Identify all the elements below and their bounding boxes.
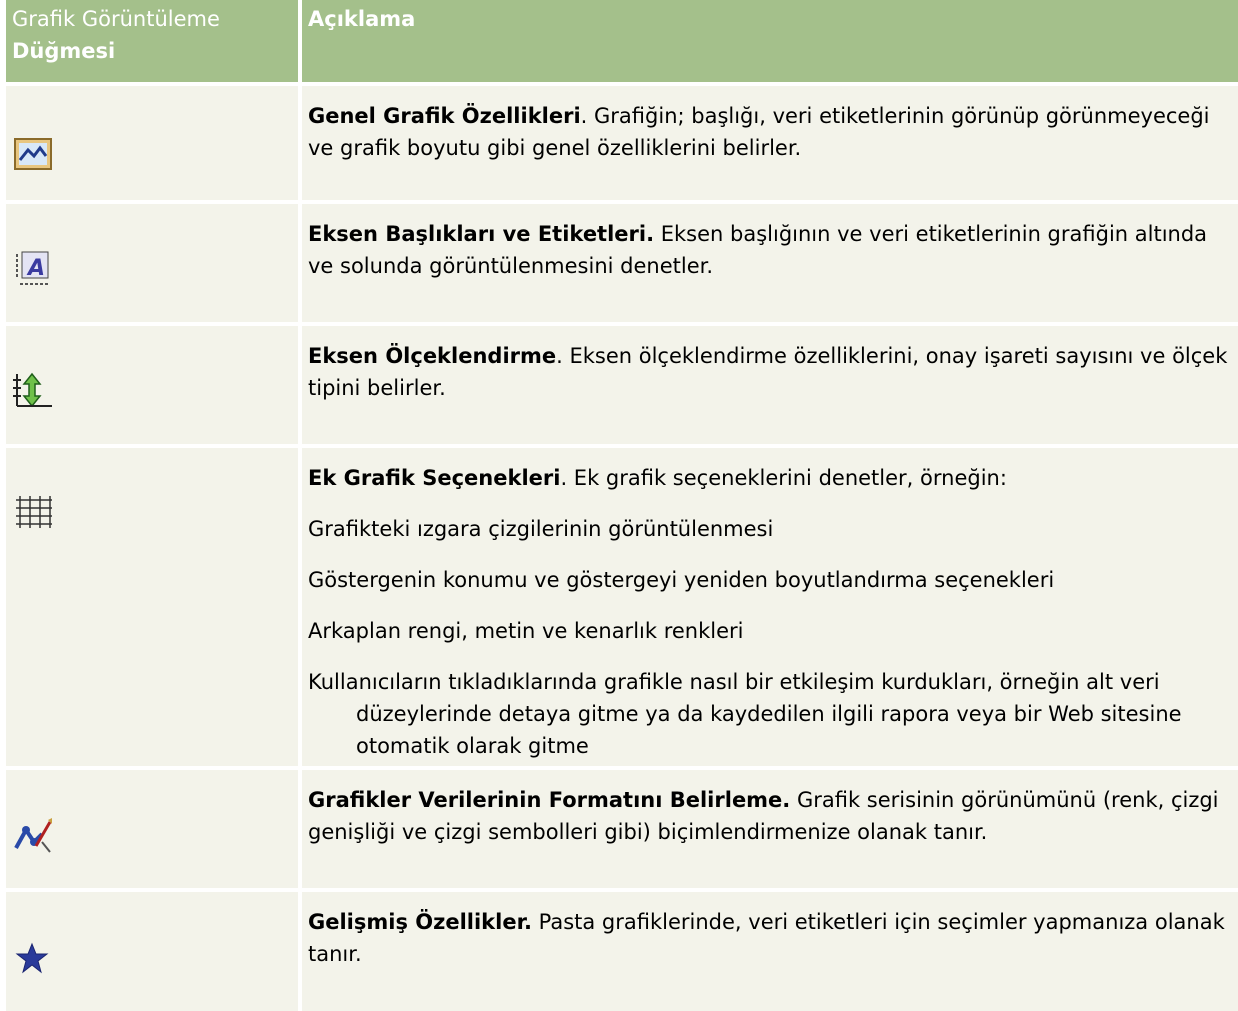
axis-scaling-icon[interactable] — [12, 370, 54, 410]
table-row — [6, 892, 1238, 1011]
row-title: Grafikler Verilerinin Formatını Belirleme. — [308, 788, 791, 812]
row-title: Genel Grafik Özellikleri — [308, 104, 581, 128]
row-title: Eksen Başlıkları ve Etiketleri. — [308, 222, 655, 246]
axis-titles-labels-icon[interactable] — [12, 248, 54, 288]
table-row — [6, 448, 1238, 770]
list-item: Kullanıcıların tıkladıklarında grafikle nasıl bir etkileşim kurdukları, örneğin alt veri düzeylerinde detaya gitme ya da kaydedilen ilgili rapora veya bir Web sitesine otomatik olarak gitme — [308, 670, 1182, 758]
table-row — [6, 204, 1238, 326]
header-col1-line1: Grafik Görüntüleme — [12, 7, 220, 31]
table-row — [6, 326, 1238, 448]
row-text: . Eksen ölçeklendirme özelliklerini, onay işareti sayısını ve ölçek tipini belirler. — [308, 344, 1228, 400]
list-item: Arkaplan rengi, metin ve kenarlık renkleri — [308, 619, 744, 643]
svg-text:A: A — [28, 256, 46, 281]
table-row — [6, 86, 1238, 204]
list-item: Göstergenin konumu ve göstergeyi yeniden boyutlandırma seçenekleri — [308, 568, 1055, 592]
table-row — [6, 770, 1238, 892]
table-header-row — [6, 0, 1238, 86]
header-button-column — [6, 0, 298, 82]
row-title: Eksen Ölçeklendirme — [308, 344, 557, 368]
chart-properties-icon[interactable] — [12, 134, 54, 174]
row-title: Gelişmiş Özellikler. — [308, 910, 532, 934]
row-text: Eksen başlığının ve veri etiketlerinin grafiğin altında ve solunda görüntülenmesini denetler. — [308, 222, 1208, 278]
chart-view-buttons-table — [6, 0, 1238, 1011]
row-text: . Grafiğin; başlığı, veri etiketlerinin görünüp görünmeyeceği ve grafik boyutu gibi genel özelliklerini belirler. — [308, 104, 1210, 160]
format-data-icon[interactable] — [12, 816, 54, 856]
row-title: Ek Grafik Seçenekleri — [308, 466, 561, 490]
advanced-properties-star-icon[interactable] — [12, 938, 54, 978]
header-description-column: Açıklama — [302, 0, 1238, 82]
grid-options-icon[interactable] — [12, 494, 54, 534]
header-col1-line2: Düğmesi — [12, 39, 116, 63]
row-text: . Ek grafik seçeneklerini denetler, örneğin: — [560, 466, 1007, 490]
row-text: Pasta grafiklerinde, veri etiketleri için seçimler yapmanıza olanak tanır. — [308, 910, 1225, 966]
list-item: Grafikteki ızgara çizgilerinin görüntülenmesi — [308, 517, 774, 541]
row-text: Grafik serisinin görünümünü (renk, çizgi genişliği ve çizgi sembolleri gibi) biçimlendirmenize olanak tanır. — [308, 788, 1219, 844]
